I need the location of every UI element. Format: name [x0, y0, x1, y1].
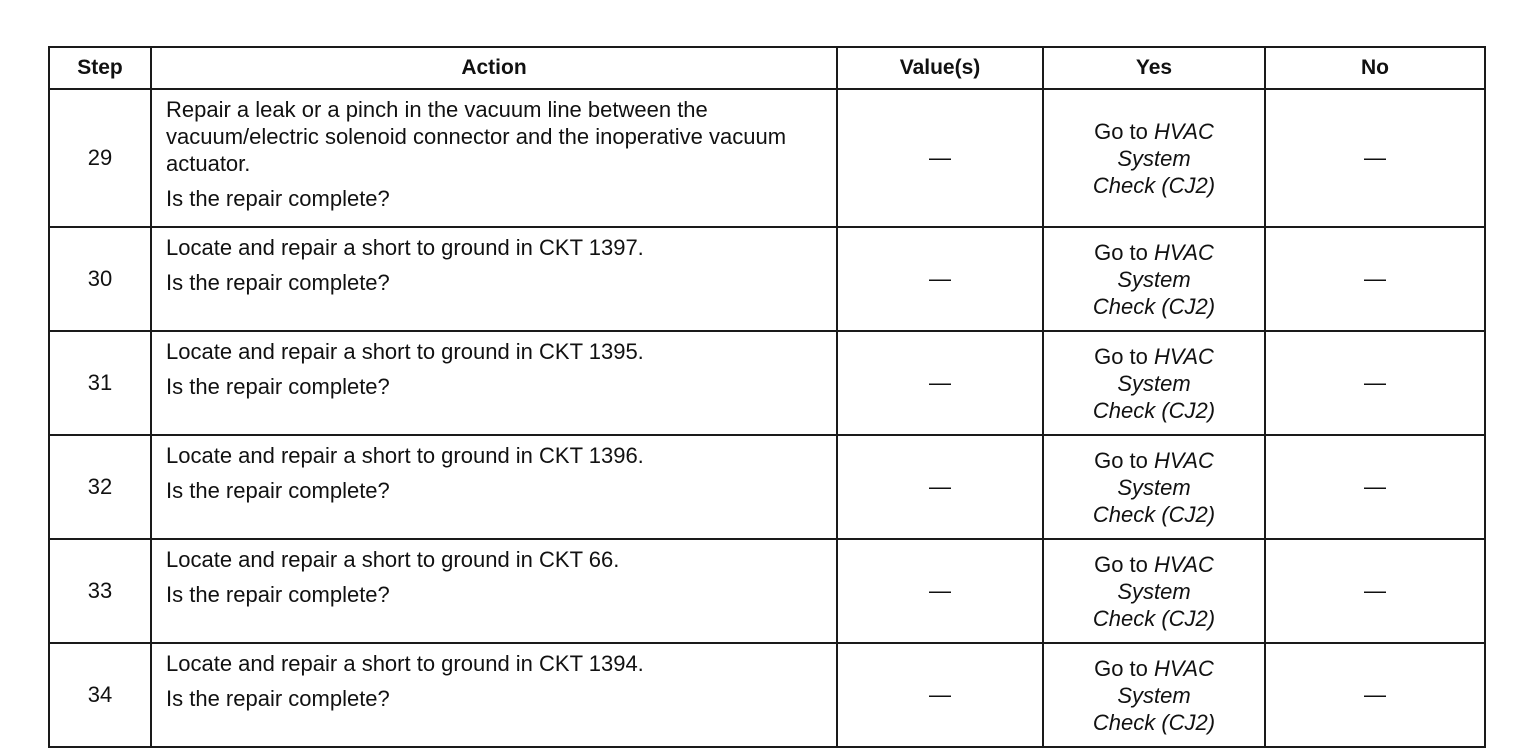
- step-number: 33: [49, 539, 151, 643]
- table-row: [49, 331, 1485, 435]
- no-cell: —: [1265, 435, 1485, 539]
- yes-cell: [1043, 331, 1265, 435]
- step-number: 34: [49, 643, 151, 747]
- value-cell: —: [837, 331, 1043, 435]
- action-cell: [151, 331, 837, 435]
- yes-target-1: HVAC: [1154, 655, 1214, 681]
- yes-target-2: System: [1117, 145, 1191, 171]
- action-question: Is the repair complete?: [166, 686, 390, 711]
- yes-target-1: HVAC: [1154, 239, 1214, 265]
- yes-prefix: Go to: [1094, 239, 1154, 265]
- action-cell: [151, 435, 837, 539]
- action-text: Locate and repair a short to ground in CKT 1395.: [166, 339, 644, 364]
- no-cell: —: [1265, 539, 1485, 643]
- yes-link-line: [1044, 239, 1264, 266]
- yes-prefix: Go to: [1094, 655, 1154, 681]
- table-row: [49, 643, 1485, 747]
- no-cell: —: [1265, 89, 1485, 227]
- header-row: [49, 47, 1485, 89]
- yes-cell: [1043, 435, 1265, 539]
- yes-link-line: [1044, 118, 1264, 145]
- table-row: [49, 89, 1485, 227]
- yes-cell: [1043, 227, 1265, 331]
- yes-target-3: Check (CJ2): [1092, 709, 1216, 735]
- header-values: Value(s): [837, 47, 1043, 89]
- yes-target-2: System: [1117, 578, 1191, 604]
- table-row: [49, 227, 1485, 331]
- yes-target-3: Check (CJ2): [1092, 501, 1216, 527]
- yes-link-line: [1044, 447, 1264, 474]
- action-cell: [151, 89, 837, 227]
- value-cell: —: [837, 539, 1043, 643]
- value-cell: —: [837, 89, 1043, 227]
- action-text: Locate and repair a short to ground in CKT 1396.: [166, 443, 644, 468]
- yes-prefix: Go to: [1094, 118, 1154, 144]
- action-question: Is the repair complete?: [166, 582, 390, 607]
- yes-prefix: Go to: [1094, 551, 1154, 577]
- yes-prefix: Go to: [1094, 343, 1154, 369]
- yes-target-3: Check (CJ2): [1092, 605, 1216, 631]
- yes-cell: [1043, 539, 1265, 643]
- no-cell: —: [1265, 331, 1485, 435]
- yes-target-1: HVAC: [1154, 551, 1214, 577]
- yes-target-3: Check (CJ2): [1092, 397, 1216, 423]
- yes-prefix: Go to: [1094, 447, 1154, 473]
- action-cell: [151, 227, 837, 331]
- action-text: Repair a leak or a pinch in the vacuum line between the vacuum/electric solenoid connector and the inoperative vacuum actuator.: [166, 97, 787, 176]
- yes-link-line: [1044, 343, 1264, 370]
- yes-target-3: Check (CJ2): [1092, 172, 1216, 198]
- yes-cell: [1043, 89, 1265, 227]
- step-number: 29: [49, 89, 151, 227]
- step-number: 30: [49, 227, 151, 331]
- yes-cell: [1043, 643, 1265, 747]
- action-question: Is the repair complete?: [166, 374, 390, 399]
- action-text: Locate and repair a short to ground in CKT 66.: [166, 547, 620, 572]
- action-text: Locate and repair a short to ground in CKT 1397.: [166, 235, 644, 260]
- value-cell: —: [837, 435, 1043, 539]
- yes-target-2: System: [1117, 370, 1191, 396]
- value-cell: —: [837, 643, 1043, 747]
- action-question: Is the repair complete?: [166, 478, 390, 503]
- action-cell: [151, 643, 837, 747]
- table-row: [49, 539, 1485, 643]
- table-row: [49, 435, 1485, 539]
- diagnostic-table: [48, 46, 1486, 748]
- yes-target-1: HVAC: [1154, 118, 1214, 144]
- no-cell: —: [1265, 643, 1485, 747]
- action-text: Locate and repair a short to ground in CKT 1394.: [166, 651, 644, 676]
- header-step: Step: [49, 47, 151, 89]
- yes-target-2: System: [1117, 682, 1191, 708]
- yes-link-line: [1044, 551, 1264, 578]
- yes-target-1: HVAC: [1154, 447, 1214, 473]
- step-number: 31: [49, 331, 151, 435]
- step-number: 32: [49, 435, 151, 539]
- yes-target-1: HVAC: [1154, 343, 1214, 369]
- yes-link-line: [1044, 655, 1264, 682]
- header-action: Action: [151, 47, 837, 89]
- action-question: Is the repair complete?: [166, 270, 390, 295]
- yes-target-3: Check (CJ2): [1092, 293, 1216, 319]
- header-no: No: [1265, 47, 1485, 89]
- action-question: Is the repair complete?: [166, 186, 390, 211]
- value-cell: —: [837, 227, 1043, 331]
- header-yes: Yes: [1043, 47, 1265, 89]
- yes-target-2: System: [1117, 266, 1191, 292]
- yes-target-2: System: [1117, 474, 1191, 500]
- action-cell: [151, 539, 837, 643]
- no-cell: —: [1265, 227, 1485, 331]
